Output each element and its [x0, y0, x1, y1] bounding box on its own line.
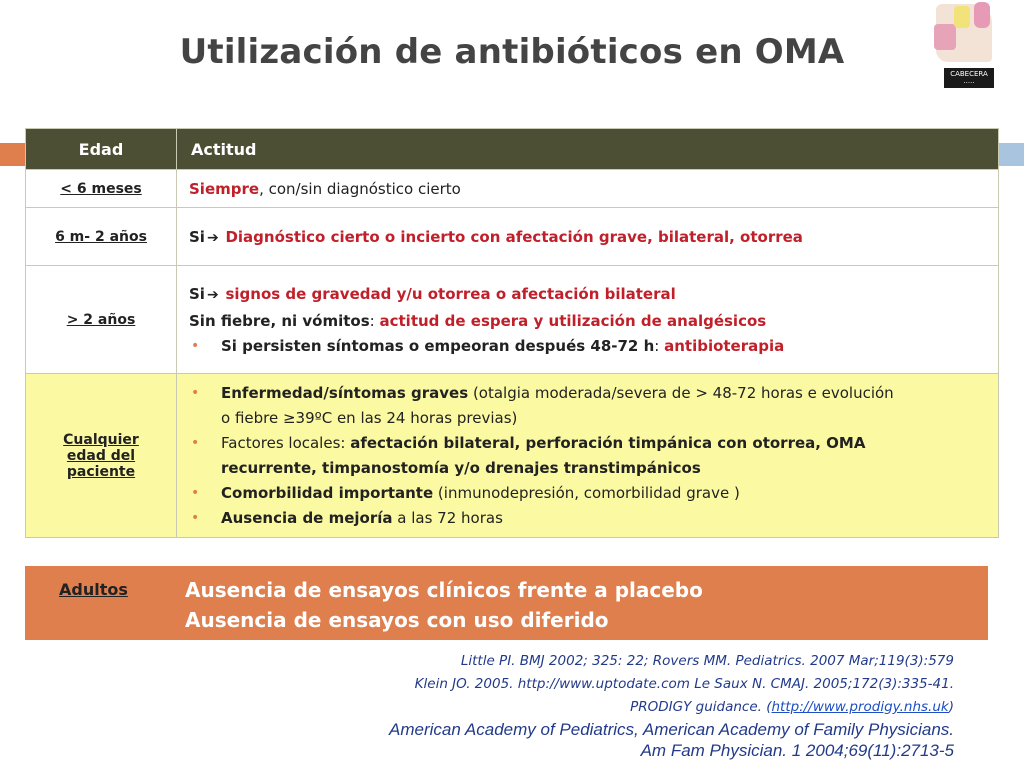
logo-illustration-pink-shape: [974, 2, 990, 28]
reference-line: Klein JO. 2005. http://www.uptodate.com Le Saux N. CMAJ. 2005;172(3):335-41.: [414, 676, 954, 692]
age-line: paciente: [66, 463, 136, 480]
age-cell: > 2 años: [26, 266, 177, 374]
decorative-bar-right: [998, 143, 1024, 166]
bullet-icon: •: [191, 337, 200, 354]
attitude-cell: [177, 374, 999, 538]
si-text: Si: [189, 284, 205, 303]
reference-line: Little PI. BMJ 2002; 325: 22; Rovers MM. Pediatrics. 2007 Mar;119(3):579: [460, 653, 954, 669]
bold-text: Ausencia de mejoría: [221, 508, 393, 527]
bold-text: Comorbilidad importante: [221, 483, 434, 502]
logo-badge-subtext: ·····: [963, 79, 975, 87]
header-age: Edad: [26, 129, 177, 170]
bold-text: recurrente, timpanostomía y/o drenajes transtimpánicos: [221, 458, 701, 477]
attitude-cell: [177, 266, 999, 374]
table-row: [26, 374, 999, 538]
adults-line: Ausencia de ensayos clínicos frente a placebo: [185, 578, 703, 602]
attitude-cell: [177, 208, 999, 266]
bullet-icon: •: [191, 484, 200, 501]
table-header-row: [26, 129, 999, 170]
bullet-item: [189, 431, 998, 481]
arrow-right-icon: ➔: [206, 229, 219, 246]
table-row: [26, 208, 999, 266]
attitude-line: [189, 308, 998, 334]
attitude-cell: [177, 170, 999, 208]
bullet-item: [189, 381, 998, 431]
reference-text: ): [948, 699, 954, 715]
bold-text: Enfermedad/síntomas graves: [221, 383, 469, 402]
bullet-item: [189, 481, 998, 506]
logo-badge-text: CABECERA: [950, 70, 988, 78]
age-cell: [26, 374, 177, 538]
emphasis-text: Siempre: [189, 179, 260, 198]
reference-line: Am Fam Physician. 1 2004;69(11):2713-5: [640, 741, 954, 760]
condition-text: Sin fiebre, ni vómitos: [189, 311, 370, 330]
plain-text: a las 72 horas: [392, 508, 503, 527]
emphasis-text: actitud de espera y utilización de analgésicos: [379, 311, 767, 330]
plain-text: Factores locales:: [221, 433, 351, 452]
reference-text: PRODIGY guidance. (: [630, 699, 772, 715]
logo-badge: [944, 68, 994, 88]
emphasis-text: Diagnóstico cierto o incierto con afectación grave, bilateral, otorrea: [225, 227, 803, 246]
prodigy-link[interactable]: http://www.prodigy.nhs.uk: [771, 699, 949, 715]
bullet-icon: •: [191, 434, 200, 451]
colon-text: :: [369, 311, 380, 330]
age-cell: 6 m- 2 años: [26, 208, 177, 266]
reference-line: [234, 696, 954, 719]
plain-text: (inmunodepresión, comorbilidad grave ): [433, 483, 740, 502]
plain-text: (otalgia moderada/severa de > 48-72 horas e evolución: [468, 383, 894, 402]
plain-text: o fiebre ≥39ºC en las 24 horas previas): [221, 408, 518, 427]
logo-illustration-pink-shape: [934, 24, 956, 50]
bullet-icon: •: [191, 509, 200, 526]
adults-line: Ausencia de ensayos con uso diferido: [185, 608, 609, 632]
bullet-item: [189, 334, 998, 359]
condition-text: Si persisten síntomas o empeoran después 48-72 h: [221, 336, 655, 355]
bullet-icon: •: [191, 384, 200, 401]
header-attitude: Actitud: [177, 129, 999, 170]
adults-label: Adultos: [59, 580, 128, 599]
table-row: [26, 266, 999, 374]
age-line: edad del: [66, 447, 136, 464]
table-row: [26, 170, 999, 208]
adults-panel: [25, 566, 988, 640]
colon-text: :: [654, 336, 665, 355]
slide-title: Utilización de antibióticos en OMA: [179, 32, 845, 72]
emphasis-text: signos de gravedad y/u otorrea o afectación bilateral: [225, 284, 676, 303]
bold-text: afectación bilateral, perforación timpánica con otorrea, OMA: [350, 433, 866, 452]
bullet-item: [189, 506, 998, 531]
emphasis-text: antibioterapia: [664, 336, 785, 355]
age-cell: < 6 meses: [26, 170, 177, 208]
si-text: Si: [189, 227, 205, 246]
age-line: Cualquier: [63, 431, 139, 448]
logo-illustration-yellow-shape: [954, 6, 970, 28]
references: [234, 650, 954, 761]
cabecera-logo: [930, 0, 1002, 90]
attitude-text: , con/sin diagnóstico cierto: [259, 179, 461, 198]
attitude-line: [189, 281, 998, 308]
antibiotic-criteria-table: [25, 128, 999, 538]
reference-line: American Academy of Pediatrics, American Academy of Family Physicians.: [389, 720, 954, 739]
decorative-bar-left: [0, 143, 28, 166]
arrow-right-icon: ➔: [206, 286, 219, 303]
